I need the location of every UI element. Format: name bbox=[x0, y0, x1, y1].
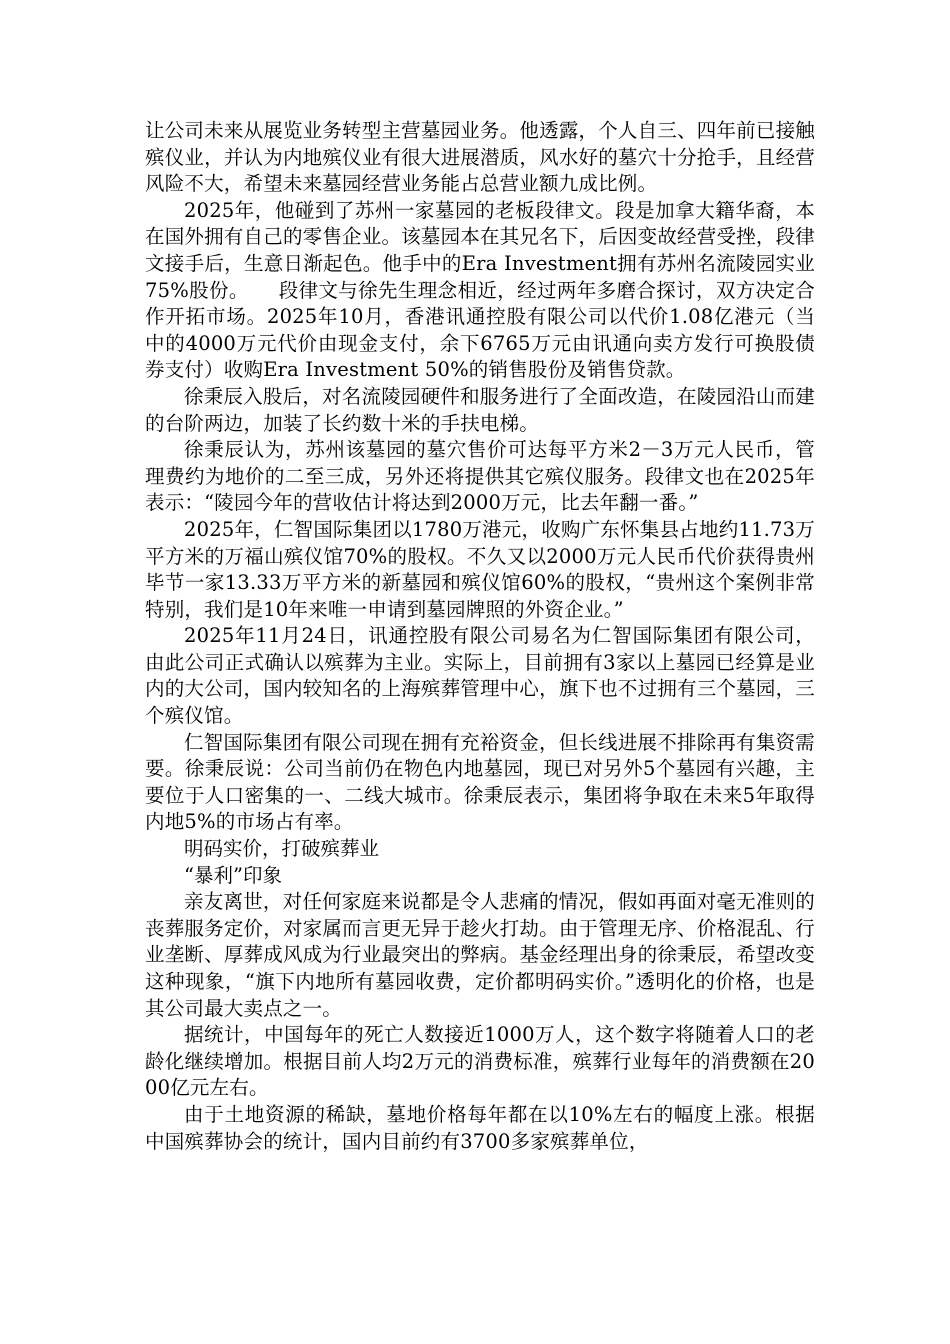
paragraph-2: 2025年，他碰到了苏州一家墓园的老板段律文。段是加拿大籍华裔，本在国外拥有自己的零售企业。该墓园本在其兄名下，后因变故经营受挫，段律文接手后，生意日渐起色。他手中的Era Investment拥有苏州名流陵园实业75%股份。 段律文与徐先生理念相近，经过两年多磨合探讨，双方决定合作开拓市场。2025年10月，香港讯通控股有限公司以代价1.08亿港元（当中的4000万元代价由现金支付，余下6765万元由讯通向卖方发行可换股债券支付）收购Era Investment 50%的销售股份及销售贷款。 bbox=[145, 198, 815, 382]
section-heading-line-2: “暴利”印象 bbox=[184, 863, 282, 887]
paragraph-3: 徐秉辰入股后，对名流陵园硬件和服务进行了全面改造，在陵园沿山而建的台阶两边，加装了长约数十米的手扶电梯。 bbox=[145, 384, 815, 435]
paragraph-4: 徐秉辰认为，苏州该墓园的墓穴售价可达每平方米2－3万元人民币，管理费约为地价的二至三成，另外还将提供其它殡仪服务。段律文也在2025年表示：“陵园今年的营收估计将达到2000万元，比去年翻一番。” bbox=[145, 438, 815, 515]
paragraph-9: 据统计，中国每年的死亡人数接近1000万人，这个数字将随着人口的老龄化继续增加。根据目前人均2万元的消费标准，殡葬行业每年的消费额在2000亿元左右。 bbox=[145, 1023, 815, 1100]
paragraph-7: 仁智国际集团有限公司现在拥有充裕资金，但长线进展不排除再有集资需要。徐秉辰说：公司当前仍在物色内地墓园，现已对另外5个墓园有兴趣，主要位于人口密集的一、二线大城市。徐秉辰表示，集团将争取在未来5年取得内地5%的市场占有率。 bbox=[145, 730, 815, 834]
section-heading-line-1: 明码实价，打破殡葬业 bbox=[184, 837, 380, 861]
paragraph-10: 由于土地资源的稀缺，墓地价格每年都在以10%左右的幅度上涨。根据中国殡葬协会的统计，国内目前约有3700多家殡葬单位， bbox=[145, 1102, 815, 1153]
paragraph-6: 2025年11月24日，讯通控股有限公司易名为仁智国际集团有限公司，由此公司正式确认以殡葬为主业。实际上，目前拥有3家以上墓园已经算是业内的大公司，国内较知名的上海殡葬管理中心，旗下也不过拥有三个墓园，三个殡仪馆。 bbox=[145, 624, 815, 728]
paragraph-8: 亲友离世，对任何家庭来说都是令人悲痛的情况，假如再面对毫无准则的丧葬服务定价，对家属而言更无异于趁火打劫。由于管理无序、价格混乱、行业垄断、厚葬成风成为行业最突出的弊病。基金经理出身的徐秉辰，希望改变这种现象，“旗下内地所有墓园收费，定价都明码实价。”透明化的价格，也是其公司最大卖点之一。 bbox=[145, 890, 815, 1020]
document-page bbox=[145, 118, 815, 1155]
paragraph-1: 让公司未来从展览业务转型主营墓园业务。他透露，个人自三、四年前已接触殡仪业，并认为内地殡仪业有很大进展潜质，风水好的墓穴十分抢手，且经营风险不大，希望未来墓园经营业务能占总营业额九成比例。 bbox=[145, 119, 815, 196]
paragraph-5: 2025年，仁智国际集团以1780万港元，收购广东怀集县占地约11.73万平方米的万福山殡仪馆70%的股权。不久又以2000万元人民币代价获得贵州毕节一家13.33万平方米的新墓园和殡仪馆60%的股权，“贵州这个案例非常特别，我们是10年来唯一申请到墓园牌照的外资企业。” bbox=[145, 517, 815, 621]
